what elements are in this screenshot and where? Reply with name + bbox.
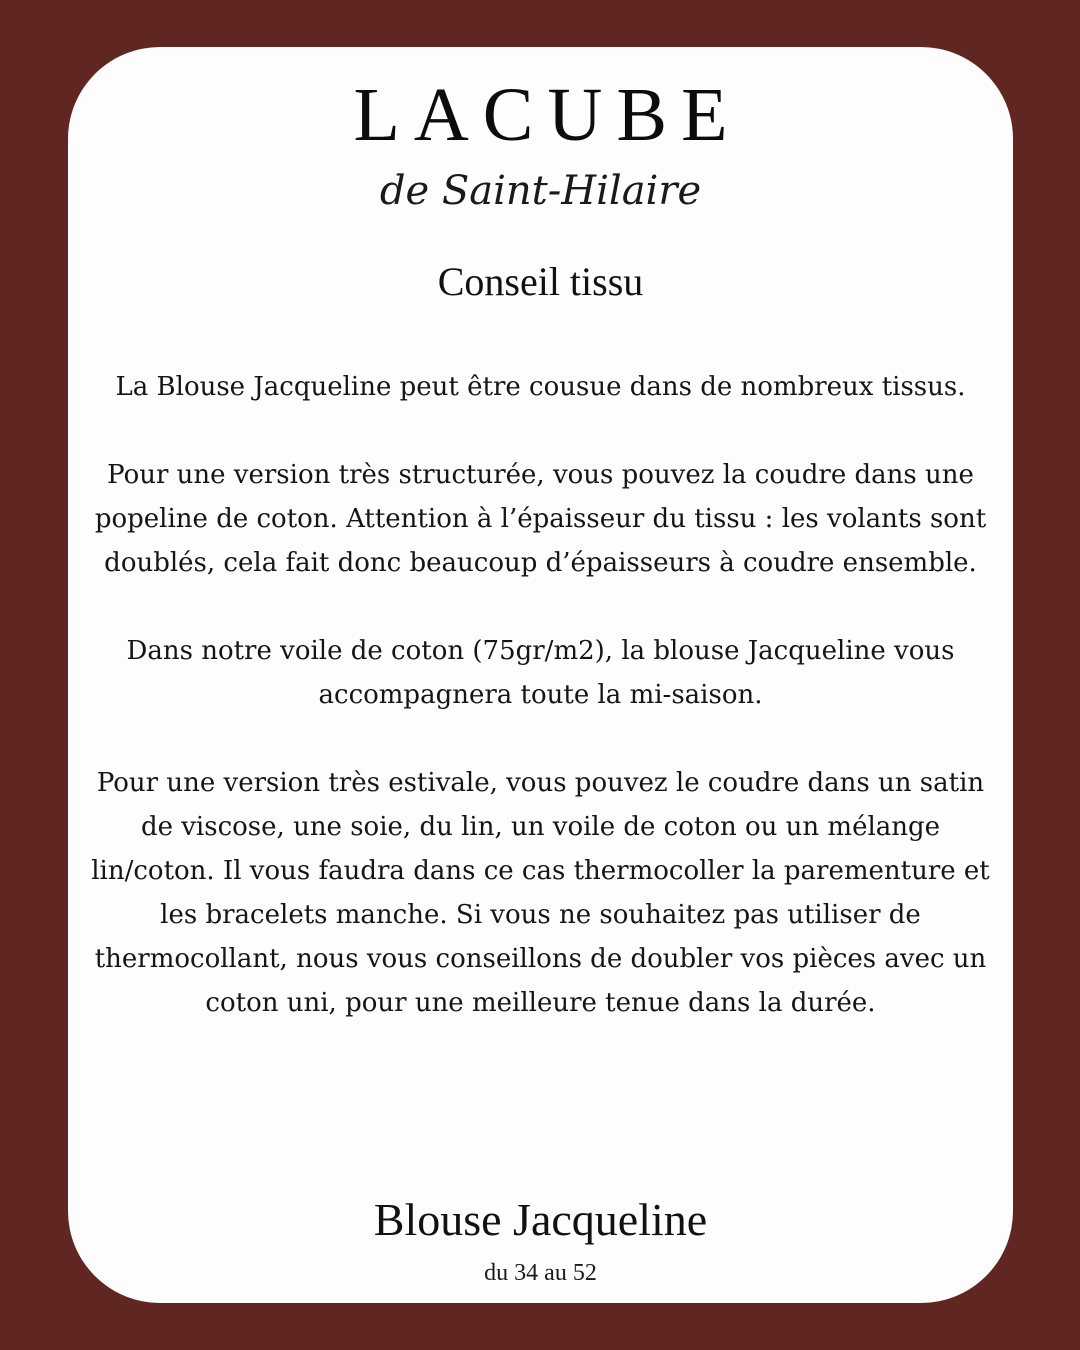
paragraph-structured: Pour une version très structurée, vous pouvez la coudre dans une popeline de coton. Attention à l’épaisseur du tissu : les volants sont doublés, cela fait donc beaucoup d’épaisseurs à coudre ensemble.: [94, 460, 987, 578]
product-name: Blouse Jacqueline: [373, 1194, 708, 1245]
size-range: du 34 au 52: [484, 1260, 597, 1286]
content-card: [68, 47, 1013, 1303]
paragraph-intro: La Blouse Jacqueline peut être cousue dans de nombreux tissus.: [115, 372, 966, 402]
paragraph-summer: Pour une version très estivale, vous pouvez le coudre dans un satin de viscose, une soie, du lin, un voile de coton ou un mélange lin/coton. Il vous faudra dans ce cas thermocoller la parementure et les bracelets manche. Si vous ne souhaitez pas utiliser de thermocollant, nous vous conseillons de doubler vos pièces avec un coton uni, pour une meilleure tenue dans la durée.: [91, 768, 990, 1018]
advice-body: [90, 365, 991, 1069]
paragraph-voile: Dans notre voile de coton (75gr/m2), la blouse Jacqueline vous accompagnera toute la mi-saison.: [126, 636, 955, 710]
brand-logo-wordmark: LACUBE: [353, 73, 742, 157]
section-title: Conseil tissu: [437, 259, 644, 304]
brand-logo-subtitle: de Saint-Hilaire: [379, 168, 702, 214]
